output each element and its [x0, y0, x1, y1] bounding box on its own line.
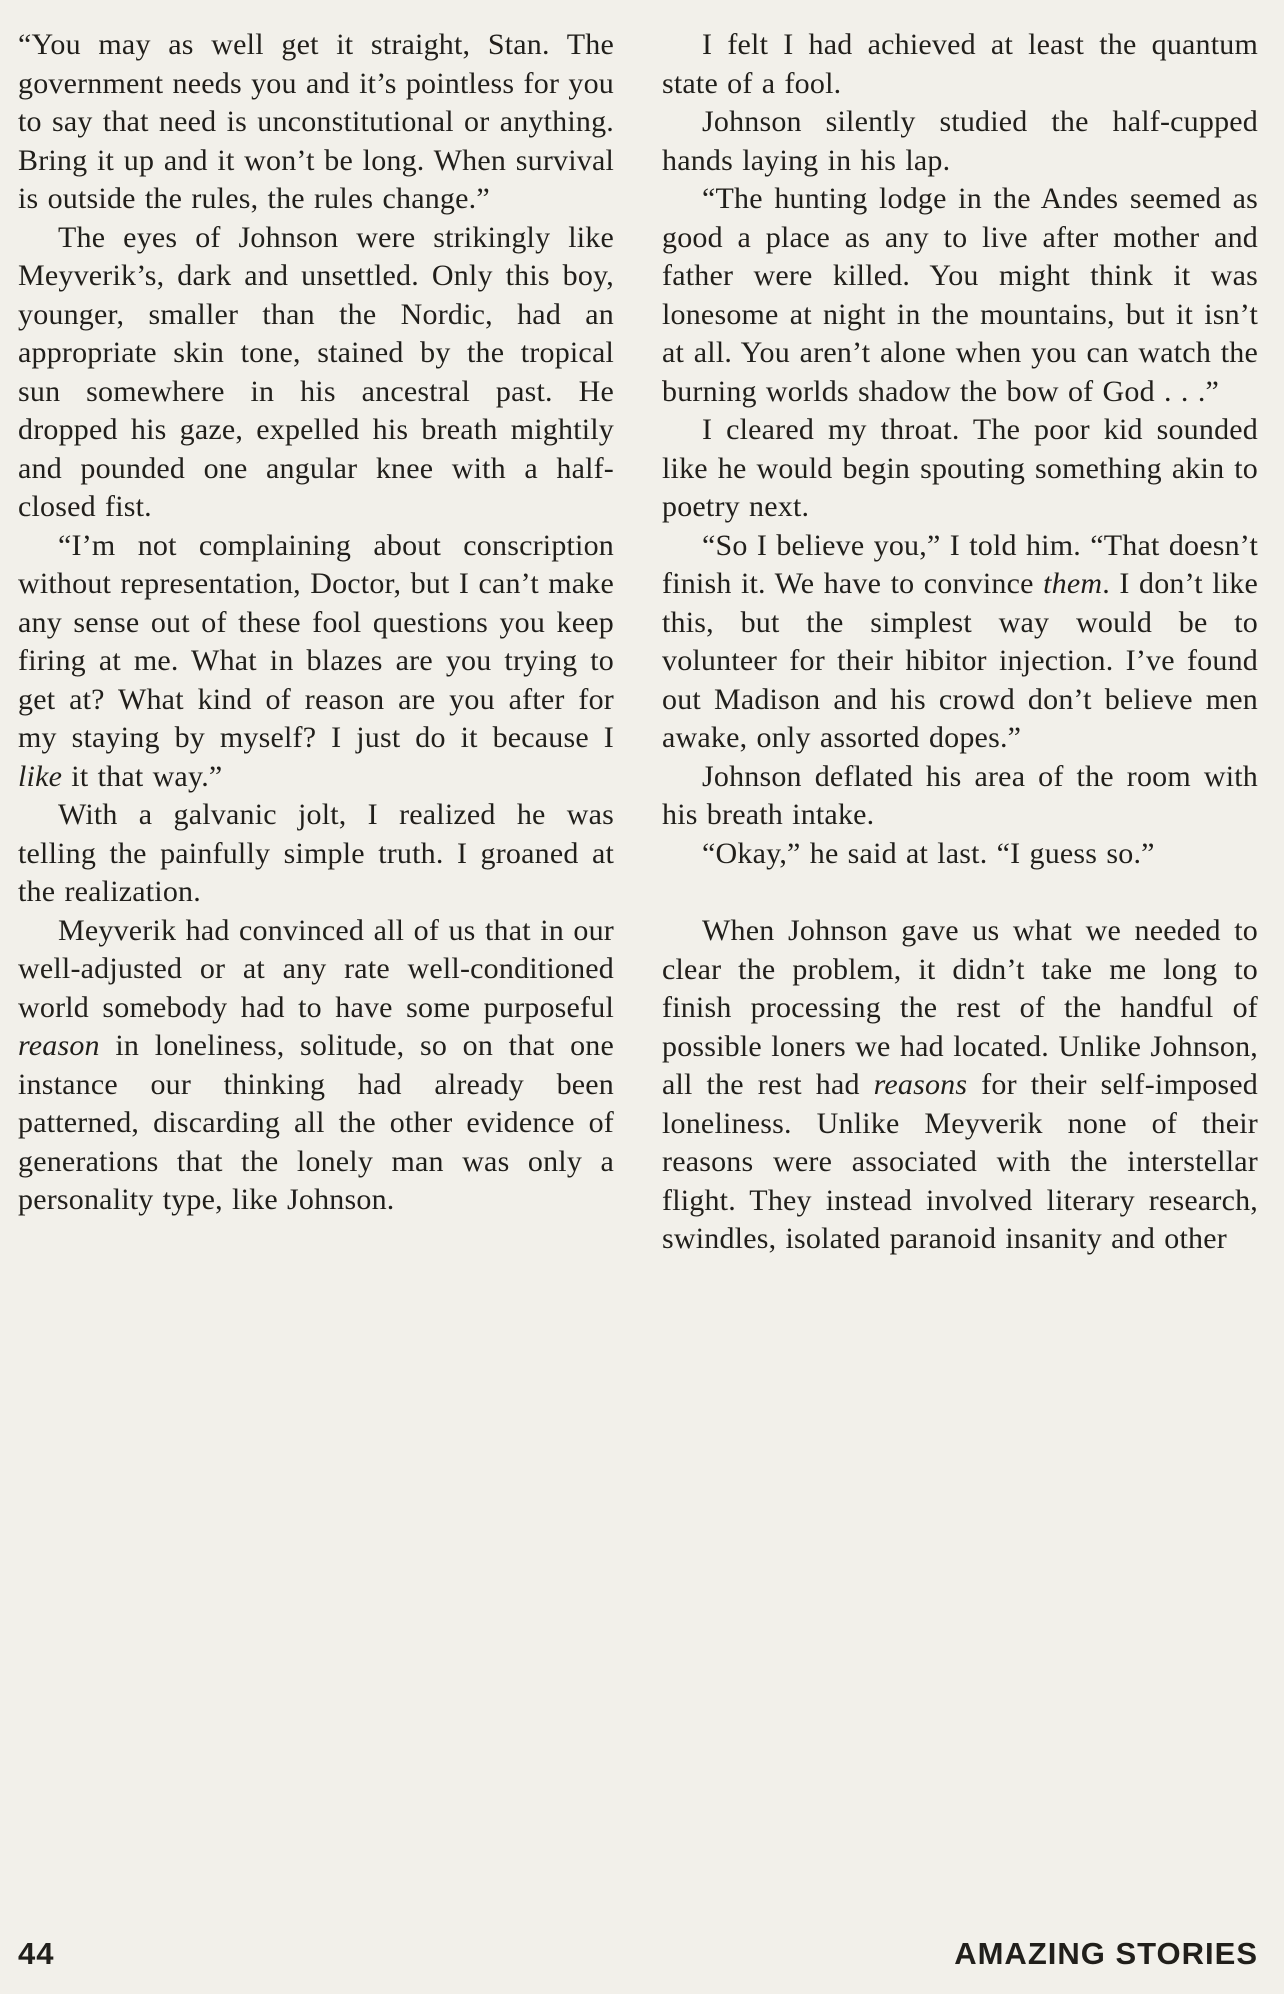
text-run: it that way.”: [62, 759, 223, 793]
paragraph: [662, 180, 1258, 411]
right-column: [662, 26, 1258, 1259]
left-column: [18, 26, 614, 1259]
italic-run: reason: [18, 1029, 100, 1062]
paragraph: [662, 103, 1258, 180]
magazine-title: AMAZING STORIES: [954, 1936, 1258, 1971]
text-run: “So I believe you,” I told him. “That doesn’t finish it. We have to convince: [662, 528, 1258, 600]
paragraph: [18, 796, 614, 912]
italic-run: them: [1043, 567, 1103, 600]
text-run: . I don’t like this, but the simplest way would be to volunteer for their hibitor injection. I’ve found out Madison and his crowd don’t believe men awake, only assorted dopes.”: [662, 567, 1259, 754]
text-run: “Okay,” he said at last. “I guess so.”: [702, 836, 1155, 870]
text-run: Johnson deflated his area of the room with his breath intake.: [662, 759, 1258, 831]
text-run: for their self-imposed loneliness. Unlike Meyverik none of their reasons were associated with the interstellar flight. They instead involved literary research, swindles, isolated paranoid insanity and other: [662, 1068, 1258, 1255]
page-number: 44: [18, 1936, 55, 1971]
paragraph: [18, 26, 614, 219]
italic-run: like: [18, 759, 63, 793]
paragraph: [18, 527, 614, 797]
paragraph: [662, 411, 1258, 527]
text-run: “The hunting lodge in the Andes seemed as good a place as any to live after mother and father were killed. You might think it was lonesome at night in the mountains, but it isn’t at all. You aren’t alone when you can watch the burning worlds shadow the bow of God . . .”: [662, 182, 1258, 408]
text-run: “You may as well get it straight, Stan. The government needs you and it’s pointless for you to say that need is unconstitutional or anything. Bring it up and it won’t be long. When survival is outside the rules, the rules change.”: [18, 28, 614, 215]
text-run: I felt I had achieved at least the quantum state of a fool.: [662, 28, 1258, 100]
text-run: The eyes of Johnson were strikingly like Meyverik’s, dark and unsettled. Only this boy, younger, smaller than the Nordic, had an appropriate skin tone, stained by the tropical sun somewhere in his ancestral past. He dropped his gaze, expelled his breath mightily and pounded one angular knee with a half-closed fist.: [18, 220, 614, 523]
text-run: Meyverik had convinced all of us that in our well-adjusted or at any rate well-conditioned world somebody had to have some purposeful: [18, 913, 614, 1024]
paragraph: [18, 219, 614, 527]
text-run: in loneliness, solitude, so on that one instance our thinking had already been patterned, discarding all the other evidence of generations that the lonely man was only a personality type, like Johnson.: [18, 1029, 614, 1216]
text-run: With a galvanic jolt, I realized he was telling the painfully simple truth. I groaned at the realization.: [18, 798, 614, 908]
text-run: “I’m not complaining about conscription without representation, Doctor, but I can’t make any sense out of these fool questions you keep firing at me. What in blazes are you trying to get at? What kind of reason are you after for my staying by myself? I just do it because I: [18, 528, 614, 754]
paragraph: [662, 835, 1258, 874]
italic-run: reasons: [873, 1068, 968, 1101]
paragraph: [18, 912, 614, 1220]
text-run: I cleared my throat. The poor kid sounded like he would begin spouting something akin to poetry next.: [662, 413, 1258, 523]
text-columns: [18, 26, 1258, 1259]
page-footer: [18, 1936, 1258, 1972]
paragraph: [662, 758, 1258, 835]
paragraph: [662, 912, 1258, 1259]
text-run: Johnson silently studied the half-cupped hands laying in his lap.: [662, 105, 1258, 177]
text-run: When Johnson gave us what we needed to clear the problem, it didn’t take me long to finish processing the rest of the handful of possible loners we had located. Unlike Johnson, all the rest had: [662, 914, 1258, 1101]
paragraph: [662, 26, 1258, 103]
paragraph: [662, 527, 1258, 758]
